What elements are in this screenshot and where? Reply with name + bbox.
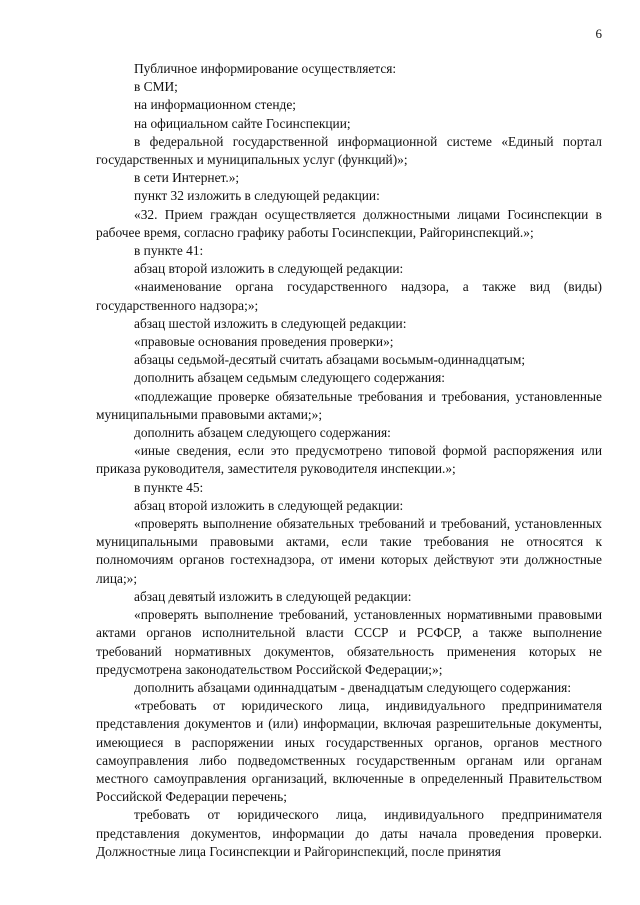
paragraph: «проверять выполнение требований, установленных нормативными правовыми актами органов исполнительной власти СССР и РСФСР, а также выполнение требований нормативных документов, обязательность применения которых не предусмотрена законодательством Российской Федерации;»; xyxy=(96,607,602,677)
paragraph: «проверять выполнение обязательных требований и требований, установленных муниципальными правовыми актами, если такие требования не относятся к полномочиям органов гостехнадзора, от имени которых действуют эти должностные лица;»; xyxy=(96,516,602,586)
paragraph: в СМИ; xyxy=(134,79,178,95)
paragraph: «требовать от юридического лица, индивидуального предпринимателя представления документов и (или) информации, включая разрешительные документы, имеющиеся в распоряжении иных государственных органов, органов местного самоуправления либо подведомственных государственным органам или органам местного самоуправления организаций, включенные в определенный Правительством Российской Федерации перечень; xyxy=(96,698,602,805)
paragraph: на информационном стенде; xyxy=(134,97,296,113)
paragraph: дополнить абзацем седьмым следующего содержания: xyxy=(134,370,445,386)
paragraph: в федеральной государственной информационной системе «Единый портал государственных и муниципальных услуг (функций)»; xyxy=(96,133,602,168)
paragraph: абзац шестой изложить в следующей редакции: xyxy=(134,315,407,331)
paragraph: Публичное информирование осуществляется: xyxy=(134,61,397,76)
paragraph: на официальном сайте Госинспекции; xyxy=(134,115,351,131)
paragraph: в сети Интернет.»; xyxy=(134,170,240,186)
paragraph: абзацы седьмой-десятый считать абзацами восьмым-одиннадцатым; xyxy=(134,352,526,368)
paragraph: «подлежащие проверке обязательные требования и требования, установленные муниципальными правовыми актами;»; xyxy=(96,388,602,422)
paragraph: абзац девятый изложить в следующей редакции: xyxy=(134,588,412,604)
document-body xyxy=(96,60,602,861)
paragraph: требовать от юридического лица, индивидуального предпринимателя представления документов, информации до даты начала проведения проверки. Должностные лица Госинспекции и Райгоринспекций, после принятия xyxy=(96,807,602,859)
paragraph: «иные сведения, если это предусмотрено типовой формой распоряжения или приказа руководителя, заместителя руководителя инспекции.»; xyxy=(96,443,602,477)
paragraph: дополнить абзацем следующего содержания: xyxy=(134,425,391,441)
paragraph: «32. Прием граждан осуществляется должностными лицами Госинспекции в рабочее время, согласно графику работы Госинспекции, Райгоринспекций.»; xyxy=(96,206,602,240)
paragraph: в пункте 45: xyxy=(134,479,204,495)
paragraph: абзац второй изложить в следующей редакции: xyxy=(134,497,404,513)
paragraph: «правовые основания проведения проверки»; xyxy=(134,334,394,350)
paragraph: абзац второй изложить в следующей редакции: xyxy=(134,261,404,277)
paragraph: дополнить абзацами одиннадцатым - двенадцатым следующего содержания: xyxy=(134,679,572,695)
page-number: 6 xyxy=(595,26,602,41)
paragraph: в пункте 41: xyxy=(134,243,204,259)
paragraph: «наименование органа государственного надзора, а также вид (виды) государственного надзора;»; xyxy=(96,279,602,313)
paragraph: пункт 32 изложить в следующей редакции: xyxy=(134,188,380,204)
